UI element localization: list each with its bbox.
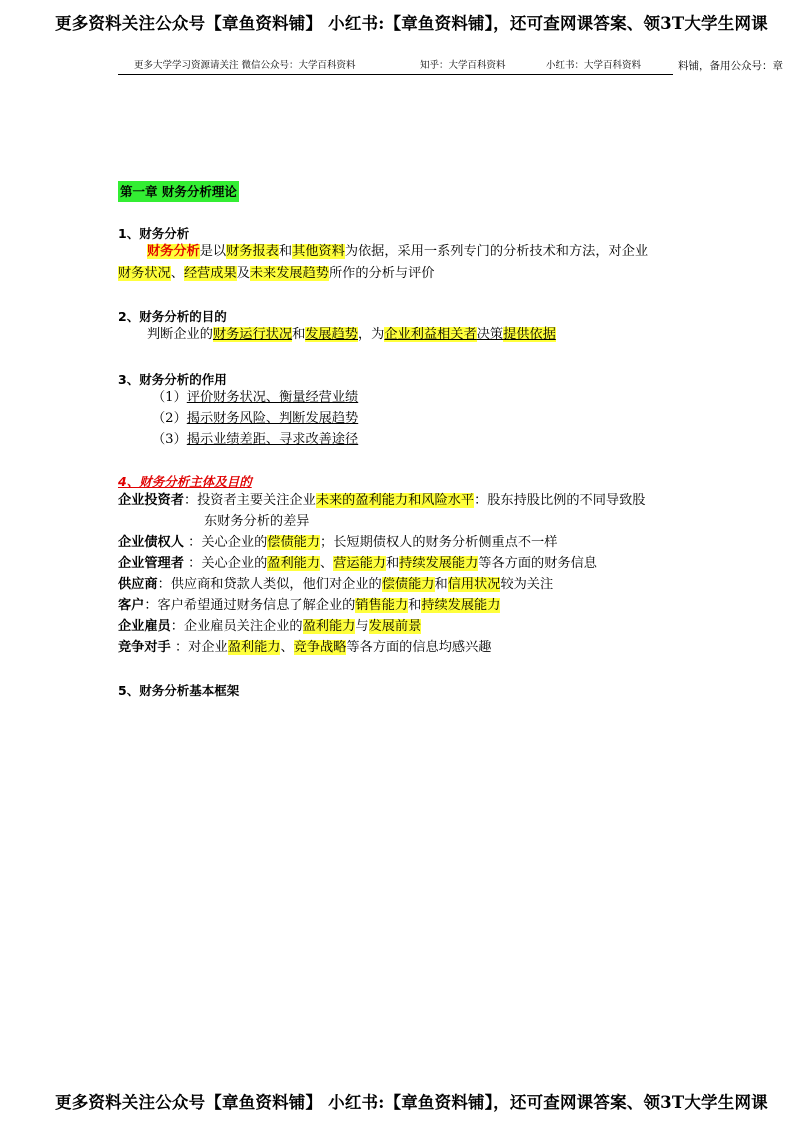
header-text-zhihu: 知乎：大学百科资料 (420, 60, 506, 71)
list-number: （2） (152, 411, 187, 426)
bottom-watermark-banner: 更多资料关注公众号【章鱼资料铺】 小红书:【章鱼资料铺】，还可查网课答案、领3T大学生网课 (55, 1093, 768, 1112)
term-operating-results: 经营成果 (183, 266, 237, 281)
term-future-trend: 未来发展趋势 (249, 266, 329, 281)
text: 与 (355, 619, 369, 634)
header-text-wechat: 更多大学学习资源请关注 微信公众号：大学百科资料 (134, 60, 356, 71)
list-item (152, 430, 358, 450)
term-financial-analysis: 财务分析 (147, 244, 200, 259)
term-highlight: 营运能力 (333, 556, 386, 571)
text: ：关心企业的 (183, 556, 268, 571)
text: ：企业雇员关注企业的 (170, 619, 303, 634)
section-3-title: 3、财务分析的作用 (118, 372, 227, 387)
stakeholder-manager (118, 554, 597, 574)
term-highlight: 盈利能力 (302, 619, 356, 634)
term-other-materials: 其他资料 (292, 244, 345, 259)
text: 所作的分析与评价 (329, 266, 435, 281)
term-highlight: 偿债能力 (381, 577, 435, 592)
section-2-title: 2、财务分析的目的 (118, 309, 227, 324)
term-highlight: 持续发展能力 (421, 598, 501, 613)
term-highlight: 竞争战略 (293, 640, 347, 655)
stakeholder-label: 企业债权人 (118, 535, 184, 550)
text: 是以 (199, 244, 227, 259)
text: ；长短期债权人的财务分析侧重点不一样 (320, 535, 558, 550)
stakeholder-employee (118, 617, 421, 637)
text: ：对企业 (170, 640, 228, 655)
list-text: 揭示业绩差距、寻求改善途径 (186, 432, 359, 447)
stakeholder-label: 企业雇员 (118, 619, 171, 634)
term-financial-status: 财务状况 (118, 266, 171, 281)
stakeholder-investor-cont: 东财务分析的差异 (204, 514, 310, 529)
text: ，为 (358, 327, 385, 342)
text: ：投资者主要关注企业 (183, 493, 316, 508)
text: 、 (320, 556, 334, 571)
stakeholder-label: 企业管理者 (118, 556, 184, 571)
term-highlight: 偿债能力 (267, 535, 321, 550)
list-number: （1） (152, 390, 187, 405)
term-financial-operation: 财务运行状况 (212, 327, 293, 342)
text: ：客户希望通过财务信息了解企业的 (144, 598, 356, 613)
text: 和 (278, 244, 293, 259)
text: 和 (408, 598, 422, 613)
text: 和 (385, 556, 400, 571)
text: ：供应商和贷款人类似，他们对企业的 (157, 577, 382, 592)
term-financial-statements: 财务报表 (226, 244, 279, 259)
term-highlight: 发展前景 (368, 619, 422, 634)
stakeholder-customer (118, 596, 500, 616)
section-1-line-2 (118, 264, 435, 284)
top-watermark-banner: 更多资料关注公众号【章鱼资料铺】 小红书:【章鱼资料铺】，还可查网课答案、领3T大学生网课 (55, 14, 768, 33)
section-1-title: 1、财务分析 (118, 226, 190, 241)
text: 等各方面的财务信息 (478, 556, 597, 571)
chapter-title: 第一章 财务分析理论 (118, 181, 239, 202)
text: 和 (292, 327, 306, 342)
term-provide-basis: 提供依据 (503, 327, 556, 342)
term-highlight: 持续发展能力 (399, 556, 479, 571)
text: 等各方面的信息均感兴趣 (346, 640, 492, 655)
text: 和 (434, 577, 448, 592)
term-highlight: 未来的盈利能力和风险水平 (315, 493, 475, 508)
header-overflow-text: 料铺，备用公众号：章 (678, 60, 783, 72)
term-highlight: 销售能力 (355, 598, 409, 613)
term-stakeholders: 企业利益相关者 (384, 327, 477, 342)
header-text-xiaohongshu: 小红书：大学百科资料 (546, 60, 642, 71)
text: 为依据，采用一系列专门的分析技术和方法，对企业 (344, 244, 649, 259)
stakeholder-label: 企业投资者 (118, 493, 184, 508)
text: 及 (236, 266, 250, 281)
text: 判断企业的 (147, 327, 213, 342)
section-1-line-1 (147, 242, 648, 262)
stakeholder-creditor (118, 533, 557, 553)
term-development-trend: 发展趋势 (305, 327, 358, 342)
term-highlight: 信用状况 (447, 577, 501, 592)
text: 、 (280, 640, 294, 655)
list-item (152, 388, 358, 408)
section-5-title: 5、财务分析基本框架 (118, 683, 240, 698)
term-highlight: 盈利能力 (227, 640, 281, 655)
term-highlight: 盈利能力 (267, 556, 321, 571)
section-4-title: 4、财务分析主体及目的 (118, 474, 252, 489)
stakeholder-competitor (118, 638, 491, 658)
stakeholder-label: 竞争对手 (118, 640, 171, 655)
text: 较为关注 (500, 577, 554, 592)
stakeholder-label: 客户 (118, 598, 145, 613)
list-number: （3） (152, 432, 187, 447)
list-item (152, 409, 358, 429)
stakeholder-investor (118, 491, 646, 511)
page-header (118, 52, 673, 75)
text: ：股东持股比例的不同导致股 (474, 493, 646, 508)
text: 、 (170, 266, 184, 281)
text: ：关心企业的 (183, 535, 268, 550)
stakeholder-label: 供应商 (118, 577, 158, 592)
list-text: 揭示财务风险、判断发展趋势 (186, 411, 359, 426)
list-text: 评价财务状况、衡量经营业绩 (186, 390, 359, 405)
stakeholder-supplier (118, 575, 553, 595)
text: 决策 (476, 327, 504, 342)
section-2-line (147, 325, 556, 345)
